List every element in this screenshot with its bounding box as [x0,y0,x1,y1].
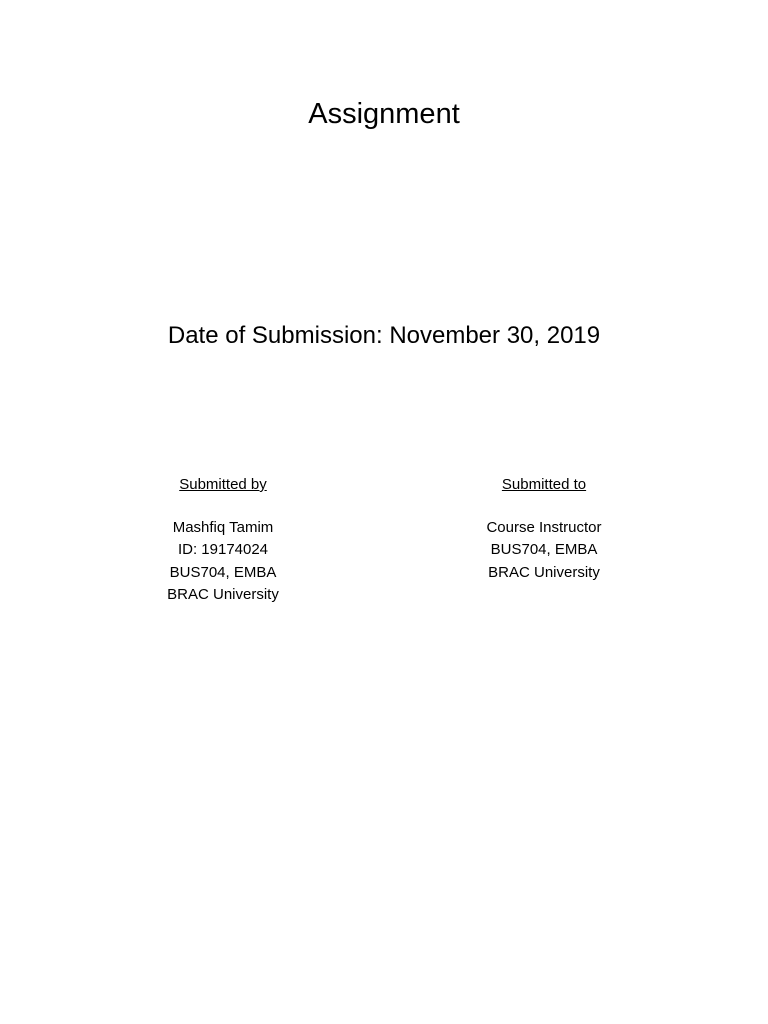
submitted-to-heading: Submitted to [501,476,587,493]
student-course: BUS704, EMBA [169,563,277,581]
submission-date: Date of Submission: November 30, 2019 [167,322,601,349]
instructor-title: Course Instructor [486,518,602,536]
instructor-course: BUS704, EMBA [490,541,598,558]
instructor-university: BRAC University [488,563,600,581]
student-name: Mashfiq Tamim [172,518,274,536]
submitted-by-block [103,474,343,607]
student-id: ID: 19174024 [177,541,269,558]
student-university: BRAC University [167,586,279,603]
submitted-to-block [424,474,664,584]
submitted-by-heading: Submitted by [179,476,267,493]
document-title: Assignment [308,98,460,130]
